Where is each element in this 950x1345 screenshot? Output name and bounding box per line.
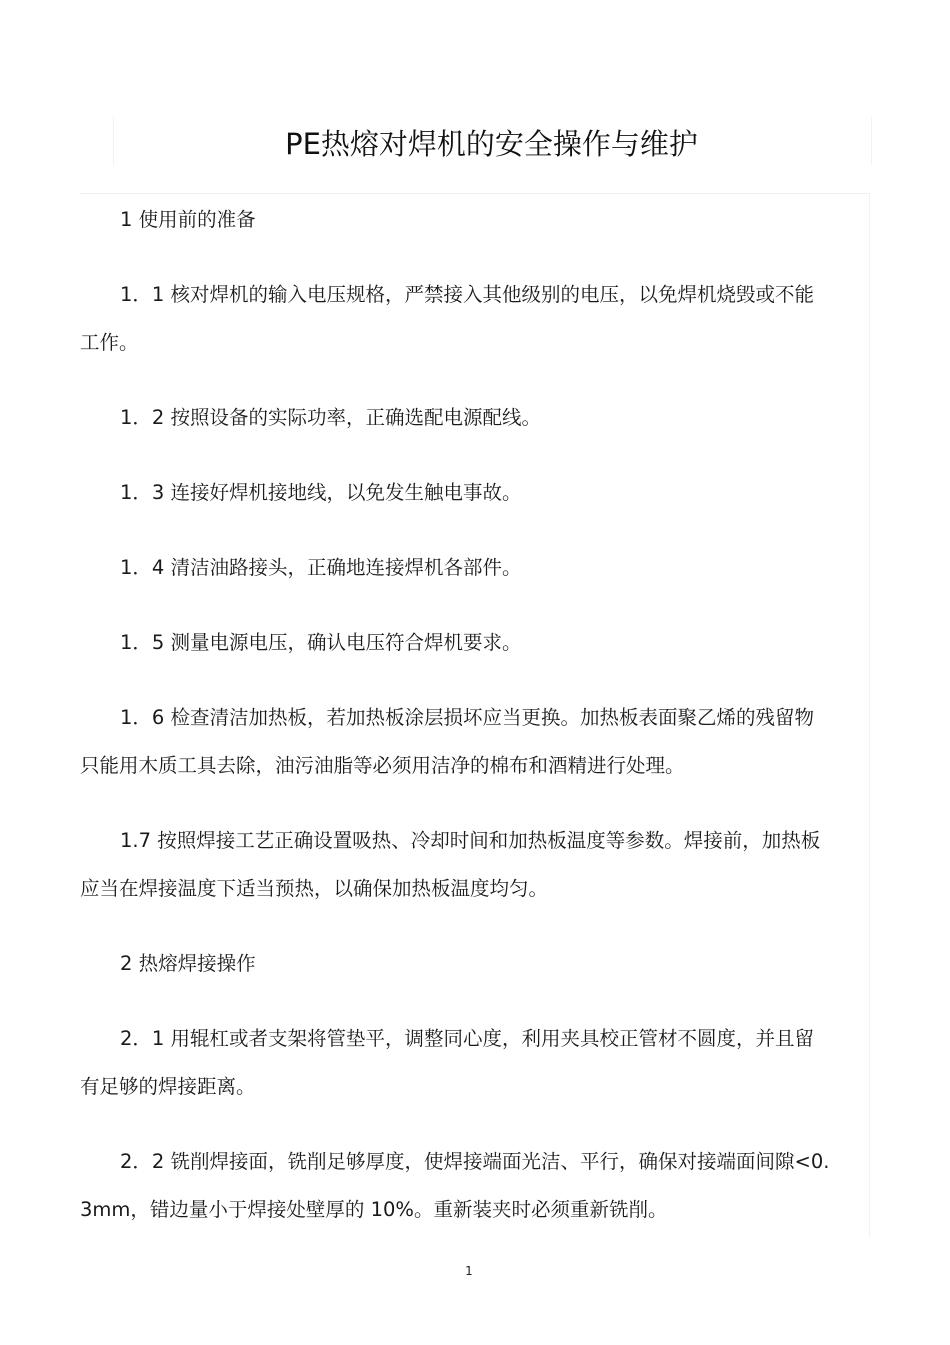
document-body [80,196,832,1261]
document-title: PE热熔对焊机的安全操作与维护 [285,127,698,161]
page-number: 1 [465,1264,473,1278]
paragraph-1-7: 1.7 按照焊接工艺正确设置吸热、冷却时间和加热板温度等参数。焊接前，加热板应当在焊接温度下适当预热，以确保加热板温度均匀。 [80,829,821,900]
section-heading-2: 2 热熔焊接操作 [120,952,256,975]
paragraph-1-3: 1．3 连接好焊机接地线，以免发生触电事故。 [120,481,522,504]
paragraph-1-1: 1．1 核对焊机的输入电压规格，严禁接入其他级别的电压，以免焊机烧毁或不能工作。 [80,283,815,354]
section-heading-1: 1 使用前的准备 [120,208,256,231]
paragraph-1-2: 1．2 按照设备的实际功率，正确选配电源配线。 [120,406,542,429]
paragraph-1-4: 1．4 清洁油路接头，正确地连接焊机各部件。 [120,556,522,579]
paragraph-2-2: 2．2 铣削焊接面，铣削足够厚度，使焊接端面光洁、平行，确保对接端面间隙<0.3mm，错边量小于焊接处壁厚的 10%。重新装夹时必须重新铣削。 [80,1150,830,1221]
paragraph-1-6: 1．6 检查清洁加热板，若加热板涂层损坏应当更换。加热板表面聚乙烯的残留物只能用木质工具去除，油污油脂等必须用洁净的棉布和酒精进行处理。 [80,706,815,777]
paragraph-2-1: 2．1 用辊杠或者支架将管垫平，调整同心度，利用夹具校正管材不圆度，并且留有足够的焊接距离。 [80,1027,815,1098]
content-frame-edge [869,193,870,1238]
header-divider [80,193,870,194]
paragraph-1-5: 1．5 测量电源电压，确认电压符合焊机要求。 [120,631,522,654]
